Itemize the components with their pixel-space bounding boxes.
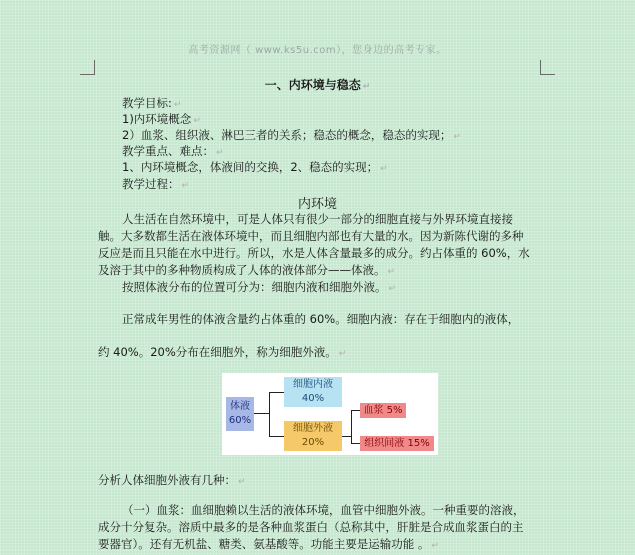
fluid-pct: 60%	[228, 415, 252, 426]
paragraph-2: 按照体液分布的位置可分为：细胞内液和细胞外液。 ↵	[122, 280, 397, 294]
key-points-items: 1、内环境概念，体液间的交换，2、稳态的实现； ↵	[122, 160, 388, 174]
process-label: 教学过程： ↵	[122, 177, 190, 191]
plasma-box: 血浆 5%	[360, 403, 406, 418]
paragraph-3a: 正常成年男性的体液含量约占体重的 60%。细胞内液：存在于细胞内的液体，	[122, 312, 520, 326]
crop-mark-right	[540, 60, 555, 75]
crop-mark-left	[80, 60, 95, 75]
objectives-label: 教学目标: ↵	[122, 96, 182, 110]
tissue-fluid-box: 组织间液 15%	[360, 436, 434, 451]
paragraph-5: （一）血浆：血细胞赖以生活的液体环境，血管中细胞外液。一种重要的溶液，成分十分复杂。溶质中最多的是各种血浆蛋白（总称其中，肝脏是合成血浆蛋白的主要器官）。还有无机盐、糖类、氨基酸等。功能主要是运输功能 。 ↵	[98, 503, 525, 551]
section-title: 内环境	[297, 197, 337, 212]
intracellular-label: 细胞内液	[293, 379, 333, 390]
intracellular-pct: 40%	[301, 393, 325, 404]
extracellular-pct: 20%	[301, 437, 325, 448]
page-header-watermark: 高考资源网（ www.ks5u.com），您身边的高考专家。	[188, 45, 447, 56]
paragraph-1: 人生活在自然环境中，可是人体只有很少一部分的细胞直接与外界环境直接接触。大多数都生活在液体环境中，而且细胞内部也有大量的水。因为新陈代谢的多种反应是而且只能在水中进行。所以，水是人体含量最多的成分。约占体重的 60%，水及溶于其中的多种物质构成了人体的液体部分——体液。 ↵	[98, 212, 530, 277]
paragraph-4: 分析人体细胞外液有几种： ↵	[98, 473, 246, 487]
doc-title: 一、内环境与稳态 ↵	[264, 78, 371, 92]
body-fluid-diagram	[222, 373, 438, 455]
intracellular-box	[284, 377, 342, 407]
extracellular-label: 细胞外液	[293, 423, 333, 434]
objective-item-1: 1)内环境概念 ↵	[122, 112, 201, 126]
fluid-box	[226, 397, 254, 431]
objective-item-2: 2）血浆、组织液、淋巴三者的关系；稳态的概念，稳态的实现； ↵	[122, 128, 461, 142]
key-points-label: 教学重点、难点： ↵	[122, 144, 224, 158]
fluid-label: 体液	[230, 401, 250, 412]
paragraph-3b: 约 40%。20%分布在细胞外，称为细胞外液。 ↵	[98, 345, 347, 359]
extracellular-box	[284, 421, 342, 451]
